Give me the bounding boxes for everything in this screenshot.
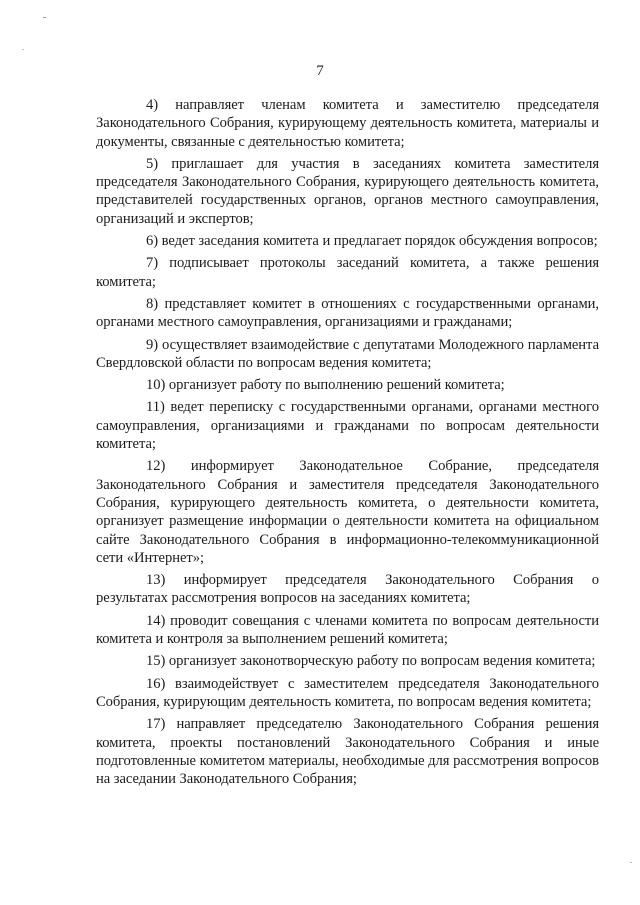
list-item-8: 8) представляет комитет в отношениях с государственными органами, органами местного самоуправления, организациями и гражданами; (96, 295, 599, 331)
list-item-10: 10) организует работу по выполнению решений комитета; (146, 377, 505, 394)
list-item-6: 6) ведет заседания комитета и предлагает порядок обсуждения вопросов; (146, 233, 598, 250)
list-item-5: 5) приглашает для участия в заседаниях комитета заместителя председателя Законодательного Собрания, курирующего деятельность комитета, представителей государственных органов, органов местного самоуправления, организаций и экспертов; (96, 155, 599, 227)
document-body (96, 96, 599, 792)
list-item-15: 15) организует законотворческую работу по вопросам ведения комитета; (146, 653, 596, 670)
list-item-17: 17) направляет председателю Законодательного Собрания решения комитета, проекты постановлений Законодательного Собрания и иные подготовленные комитетом материалы, необходимые для рассмотрения вопросов на заседании Законодательного Собрания; (96, 716, 599, 788)
scan-speck (630, 862, 632, 863)
list-item-16: 16) взаимодействует с заместителем председателя Законодательного Собрания, курирующим деятельность комитета, по вопросам ведения комитета; (96, 675, 599, 710)
list-item-4: 4) направляет членам комитета и заместителю председателя Законодательного Собрания, курирующему деятельность комитета, материалы и документы, связанные с деятельностью комитета; (96, 97, 599, 150)
list-item-9: 9) осуществляет взаимодействие с депутатами Молодежного парламента Свердловской области по вопросам ведения комитета; (96, 336, 599, 371)
list-item-7: 7) подписывает протоколы заседаний комитета, а также решения комитета; (96, 255, 599, 290)
scan-speck (22, 49, 24, 50)
page-number: 7 (316, 63, 324, 79)
list-item-14: 14) проводит совещания с членами комитета по вопросам деятельности комитета и контроля за выполнением решений комитета; (96, 612, 599, 648)
list-item-13: 13) информирует председателя Законодательного Собрания о результатах рассмотрения вопросов на заседаниях комитета; (96, 572, 599, 607)
scan-speck (43, 17, 46, 18)
list-item-11: 11) ведет переписку с государственными органами, органами местного самоуправления, организациями и гражданами по вопросам деятельности комитета; (96, 399, 599, 453)
list-item-12: 12) информирует Законодательное Собрание, председателя Законодательного Собрания и заместителя председателя Законодательного Собрания, курирующего деятельность комитета, о деятельности комитета, организует размещение информации о деятельности комитета на официальном сайте Законодательного Собрания в информационно-телекоммуникационной сети «Интернет»; (96, 458, 599, 566)
